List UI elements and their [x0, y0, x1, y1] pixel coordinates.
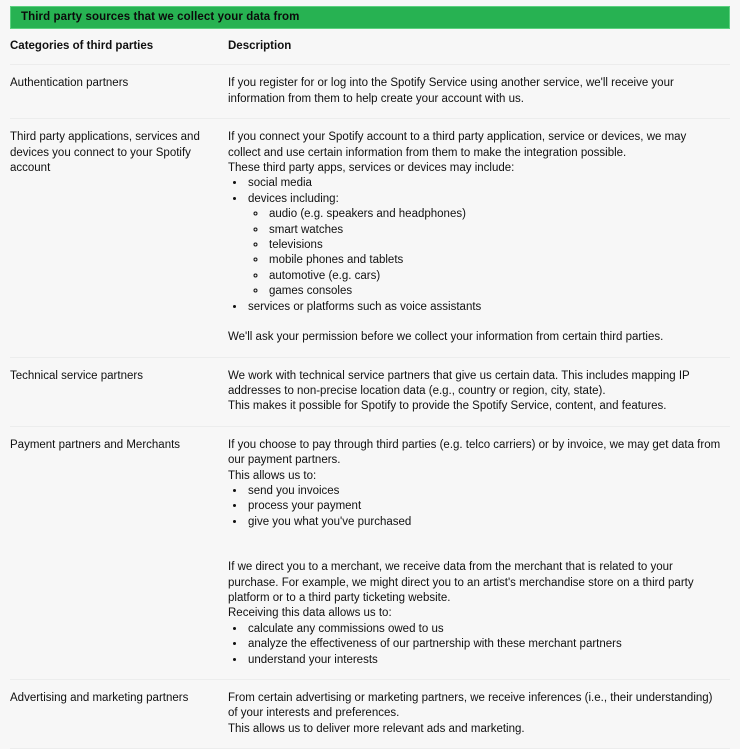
category-label: Payment partners and Merchants [10, 438, 181, 451]
description-cell [228, 119, 730, 357]
description-list [228, 176, 722, 315]
description-list [228, 622, 722, 668]
sublist-item-label: mobile phones and tablets [269, 254, 404, 267]
description-paragraph: If you register for or log into the Spotify Service using another service, we'll receive your information from them to help create your account with us. [228, 77, 674, 105]
description-paragraph: If you choose to pay through third parties (e.g. telco carriers) or by invoice, we may get data from our payment partners. [228, 438, 721, 467]
description-paragraph: Receiving this data allows us to: [228, 607, 392, 620]
description-cell [228, 680, 730, 749]
sublist-item-label: televisions [269, 239, 323, 252]
description-cell [228, 65, 730, 119]
category-label: Technical service partners [10, 369, 143, 382]
list-item [246, 637, 722, 652]
list-item [246, 192, 722, 300]
column-header-description: Description [228, 29, 730, 65]
description-sublist [248, 207, 722, 299]
list-item [246, 499, 722, 514]
third-party-sources-table-wrapper [10, 6, 730, 749]
description-paragraph: If we direct you to a merchant, we receive data from the merchant that is related to your purchase. For example, we might direct you to an artist's merchandise store on a third party platform or to a third party ticketing website. [228, 561, 694, 604]
sublist-item [267, 253, 722, 268]
list-item-label: process your payment [248, 500, 362, 513]
list-item [246, 515, 722, 530]
list-item-label: calculate any commissions owed to us [248, 622, 444, 635]
table-body [10, 65, 730, 749]
third-party-sources-table [10, 29, 730, 749]
category-cell [10, 357, 228, 426]
description-paragraph: From certain advertising or marketing partners, we receive inferences (i.e., their understanding) of your interests and preferences. [228, 692, 713, 720]
sublist-item-label: audio (e.g. speakers and headphones) [269, 208, 466, 221]
sublist-item [267, 238, 722, 253]
list-item-label: send you invoices [248, 484, 340, 497]
sublist-item [267, 284, 722, 299]
category-label: Third party applications, services and devices you connect to your Spotify account [10, 131, 200, 175]
sublist-item [267, 269, 722, 284]
category-cell [10, 119, 228, 357]
section-banner [10, 6, 730, 29]
list-item-label: give you what you've purchased [248, 515, 412, 528]
list-item-label: services or platforms such as voice assistants [248, 300, 482, 313]
category-cell [10, 680, 228, 749]
list-item [246, 300, 722, 315]
sublist-item-label: games consoles [269, 285, 353, 298]
category-label: Advertising and marketing partners [10, 692, 189, 704]
paragraph-spacer [228, 530, 722, 545]
paragraph-spacer [228, 315, 722, 330]
description-paragraph: If you connect your Spotify account to a third party application, service or devices, we may collect and use certain information from them to make the integration possible. [228, 131, 687, 159]
description-paragraph: We'll ask your permission before we collect your information from certain third parties. [228, 331, 664, 344]
list-item [246, 622, 722, 637]
list-item-label: understand your interests [248, 653, 378, 666]
description-paragraph: This allows us to: [228, 469, 317, 482]
paragraph-spacer [228, 545, 722, 560]
description-paragraph: This allows us to deliver more relevant ads and marketing. [228, 722, 525, 735]
list-item [246, 653, 722, 668]
table-row [10, 119, 730, 357]
description-cell [228, 357, 730, 426]
description-paragraph: These third party apps, services or devices may include: [228, 162, 515, 175]
category-label: Authentication partners [10, 77, 129, 90]
description-list [228, 484, 722, 530]
list-item-label: analyze the effectiveness of our partnership with these merchant partners [248, 638, 622, 651]
list-item-label: social media [248, 177, 312, 190]
table-row [10, 357, 730, 426]
sublist-item [267, 207, 722, 222]
sublist-item-label: automotive (e.g. cars) [269, 269, 381, 282]
table-header-row [10, 29, 730, 65]
table-row [10, 65, 730, 119]
column-header-categories: Categories of third parties [10, 29, 228, 65]
category-cell [10, 426, 228, 679]
list-item [246, 484, 722, 499]
section-banner-title: Third party sources that we collect your data from [21, 10, 300, 23]
description-paragraph: We work with technical service partners that give us certain data. This includes mapping IP addresses to non-precise location data (e.g., country or region, city, state). [228, 369, 690, 397]
list-item-label: devices including: [248, 192, 339, 205]
sublist-item [267, 223, 722, 238]
sublist-item-label: smart watches [269, 223, 344, 236]
description-paragraph: This makes it possible for Spotify to provide the Spotify Service, content, and features. [228, 400, 667, 413]
table-row [10, 680, 730, 749]
category-cell [10, 65, 228, 119]
description-cell [228, 426, 730, 679]
list-item [246, 176, 722, 191]
table-row [10, 426, 730, 679]
